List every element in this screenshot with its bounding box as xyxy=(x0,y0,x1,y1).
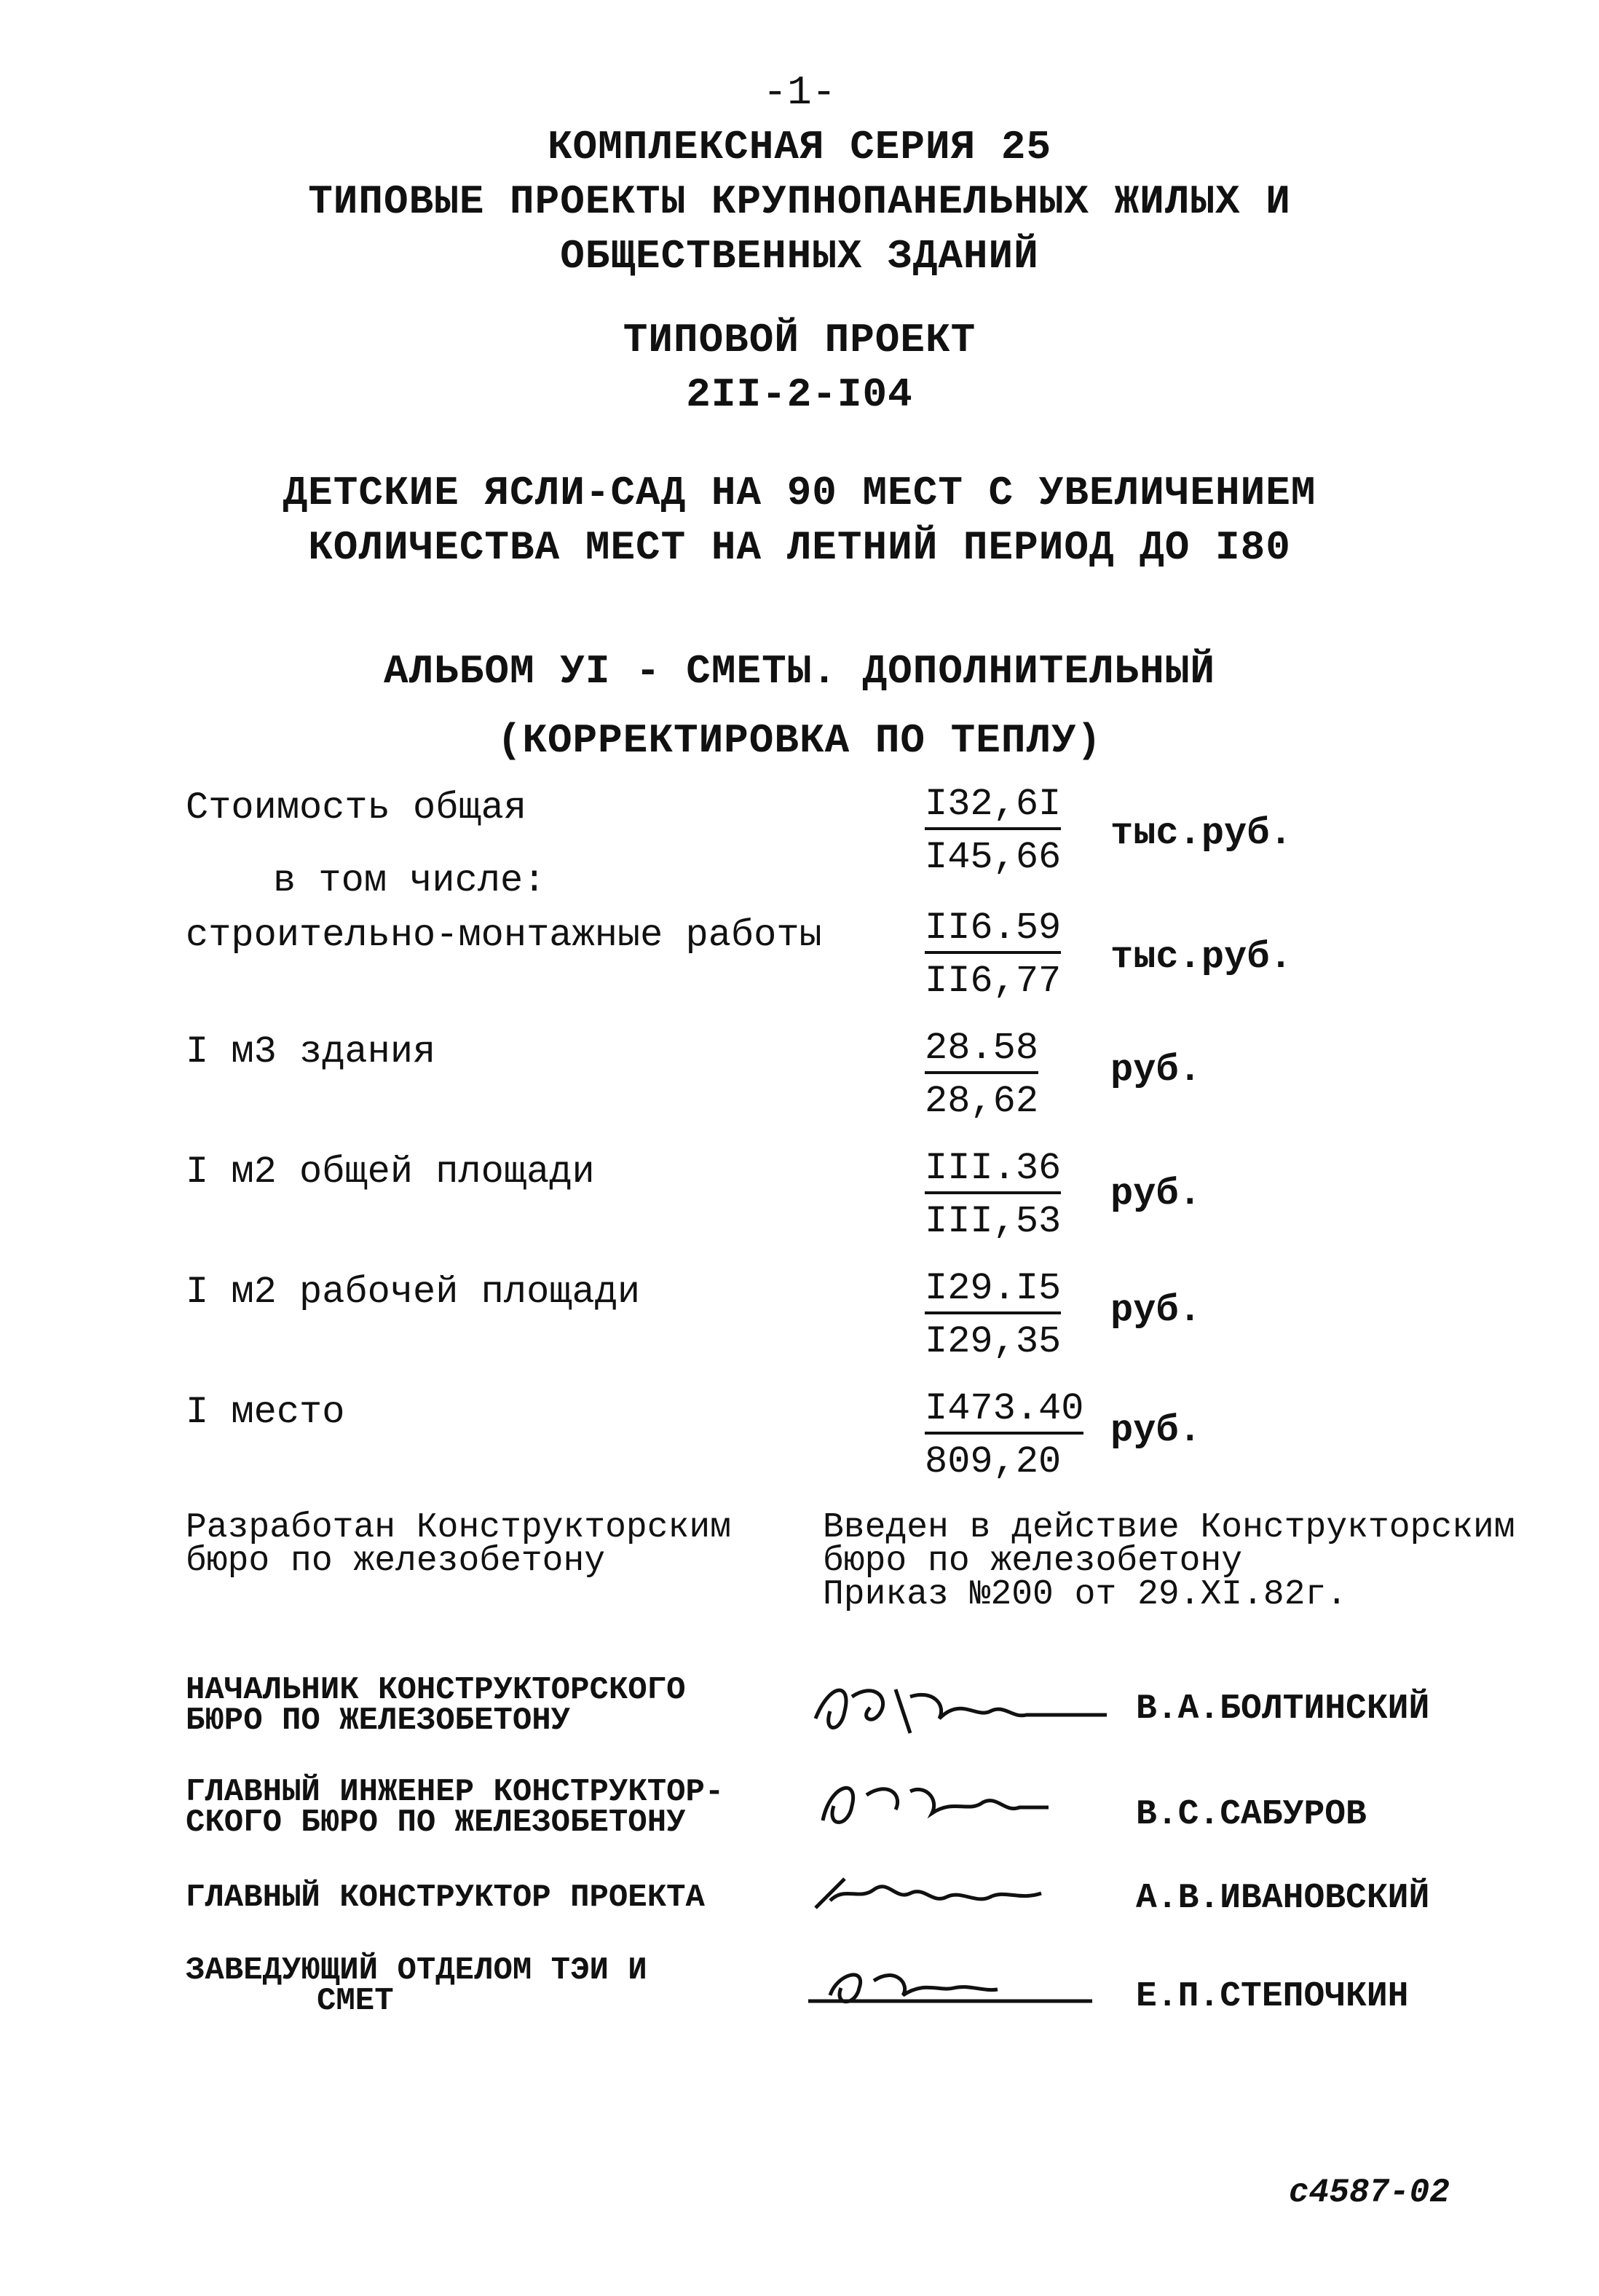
cost-unit: руб. xyxy=(1110,1172,1201,1215)
signatory-title-line1: ГЛАВНЫЙ КОНСТРУКТОР ПРОЕКТА xyxy=(186,1879,705,1916)
cost-unit: тыс.руб. xyxy=(1110,936,1292,979)
signatory-title xyxy=(186,1672,686,1739)
cost-value-per-m2-working xyxy=(925,1267,1085,1363)
cost-value-bottom: I45,66 xyxy=(925,836,1062,879)
signatory-title-line1: ГЛАВНЫЙ ИНЖЕНЕР КОНСТРУКТОР- xyxy=(186,1774,725,1810)
signatory-name: Е.П.СТЕПОЧКИН xyxy=(1136,1977,1409,2016)
cost-value-top: I29.I5 xyxy=(925,1267,1061,1314)
enacted-by-line1: Введен в действие Конструкторским xyxy=(823,1508,1515,1547)
cost-value-bottom: 809,20 xyxy=(925,1440,1062,1483)
handwritten-signature xyxy=(801,1668,1121,1748)
cost-value-construction xyxy=(925,907,1085,1003)
signatory-title xyxy=(186,1774,725,1841)
signatory-name: В.С.САБУРОВ xyxy=(1136,1795,1367,1834)
project-title-line2: КОЛИЧЕСТВА МЕСТ НА ЛЕТНИЙ ПЕРИОД ДО I80 xyxy=(308,524,1291,571)
cost-label-including: в том числе: xyxy=(273,859,546,902)
album-correction: (КОРРЕКТИРОВКА ПО ТЕПЛУ) xyxy=(497,717,1102,764)
cost-value-bottom: 28,62 xyxy=(925,1080,1039,1123)
cost-value-per-place xyxy=(925,1387,1085,1483)
cost-label-per-m2-working: I м2 рабочей площади xyxy=(186,1271,641,1314)
developed-by-line1: Разработан Конструкторским xyxy=(186,1508,731,1547)
signatory-title-line2: БЮРО ПО ЖЕЛЕЗОБЕТОНУ xyxy=(186,1703,571,1739)
cost-label-per-m2-total: I м2 общей площади xyxy=(186,1151,595,1194)
cost-value-bottom: II6,77 xyxy=(925,960,1062,1003)
signatory-title xyxy=(186,1879,705,1916)
cost-value-bottom: III,53 xyxy=(925,1200,1062,1243)
signatory-title xyxy=(186,1952,647,2019)
cost-label-total: Стоимость общая xyxy=(186,786,527,829)
signatory-title-line1: НАЧАЛЬНИК КОНСТРУКТОРСКОГО xyxy=(186,1672,686,1708)
cost-value-per-m3 xyxy=(925,1027,1085,1123)
series-heading: КОМПЛЕКСНАЯ СЕРИЯ 25 xyxy=(547,124,1052,170)
cost-unit: руб. xyxy=(1110,1049,1201,1092)
cost-label-per-place: I место xyxy=(186,1391,345,1434)
cost-unit: руб. xyxy=(1110,1409,1201,1452)
order-reference: Приказ №200 от 29.XI.82г. xyxy=(823,1575,1348,1614)
signatory-title-line2: СМЕТ xyxy=(317,1983,394,2019)
album-title: АЛЬБОМ УI - СМЕТЫ. ДОПОЛНИТЕЛЬНЫЙ xyxy=(384,648,1215,695)
cost-value-top: I473.40 xyxy=(925,1387,1083,1435)
handwritten-signature xyxy=(801,1857,1121,1937)
cost-value-top: II6.59 xyxy=(925,907,1061,954)
cost-value-top: III.36 xyxy=(925,1147,1061,1194)
project-label: ТИПОВОЙ ПРОЕКТ xyxy=(623,317,976,363)
signatory-name: А.В.ИВАНОВСКИЙ xyxy=(1136,1879,1430,1918)
cost-value-total xyxy=(925,783,1085,879)
cost-unit: руб. xyxy=(1110,1289,1201,1332)
enacted-by xyxy=(823,1508,1515,1614)
signatory-name: В.А.БОЛТИНСКИЙ xyxy=(1136,1689,1430,1729)
project-number: 2II-2-I04 xyxy=(686,371,913,418)
enacted-by-line2: бюро по железобетону xyxy=(823,1542,1243,1581)
developed-by-line2: бюро по железобетону xyxy=(186,1542,606,1581)
page-number: -1- xyxy=(762,69,837,116)
cost-value-bottom: I29,35 xyxy=(925,1320,1062,1363)
signatory-title-line1: ЗАВЕДУЮЩИЙ ОТДЕЛОМ ТЭИ И xyxy=(186,1952,647,1989)
catalog-mark: с4587-02 xyxy=(1289,2174,1450,2212)
series-subheading-line2: ОБЩЕСТВЕННЫХ ЗДАНИЙ xyxy=(560,233,1039,280)
cost-label-construction: строительно-монтажные работы xyxy=(186,914,822,957)
developed-by xyxy=(186,1508,731,1581)
handwritten-signature xyxy=(801,1944,1121,2024)
cost-label-per-m3: I м3 здания xyxy=(186,1030,436,1073)
signatory-title-line2: СКОГО БЮРО ПО ЖЕЛЕЗОБЕТОНУ xyxy=(186,1804,686,1841)
project-title-line1: ДЕТСКИЕ ЯСЛИ-САД НА 90 МЕСТ С УВЕЛИЧЕНИЕМ xyxy=(283,470,1316,516)
cost-value-top: 28.58 xyxy=(925,1027,1038,1074)
cost-value-top: I32,6I xyxy=(925,783,1061,830)
cost-value-per-m2-total xyxy=(925,1147,1085,1243)
cost-unit: тыс.руб. xyxy=(1110,812,1292,855)
handwritten-signature xyxy=(801,1762,1121,1842)
series-subheading-line1: ТИПОВЫЕ ПРОЕКТЫ КРУПНОПАНЕЛЬНЫХ ЖИЛЫХ И xyxy=(308,178,1291,225)
